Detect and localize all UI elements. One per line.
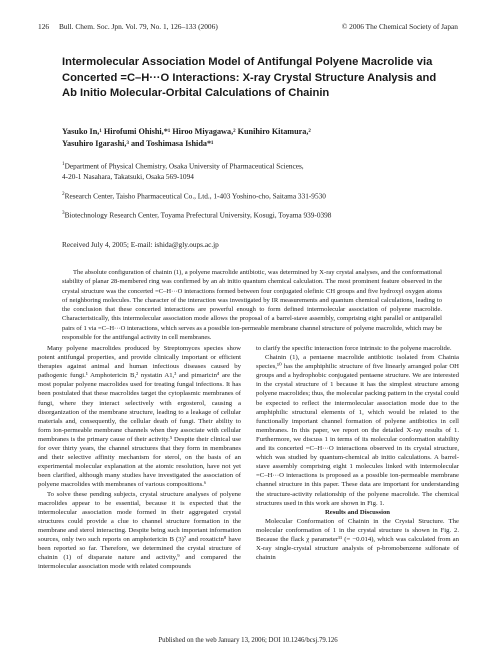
running-head-left	[38, 23, 218, 30]
body-column-left	[38, 344, 241, 571]
author-line-2: Yasuhiro Igarashi,³ and Toshimasa Ishida*¹	[62, 139, 214, 148]
body-column-right	[256, 344, 459, 562]
copyright-notice: © 2006 The Chemical Society of Japan	[341, 22, 458, 31]
section-heading: Results and Discussion	[324, 508, 391, 516]
body-paragraph: to clarify the specific interaction force intrinsic to the polyene macrolide.	[256, 345, 452, 352]
running-head	[38, 23, 458, 30]
abstract: The absolute configuration of chainin (1), a polyene macrolide antibiotic, was determined by X-ray crystal analyses, and the conformational stability of planar 28-membered ring was confirmed by an ab initio quantum chemical calculation. The most prominent feature observed in the crystal structure was the concerted =C–H···O interactions formed between four conjugated olefinic CH groups and five hydroxyl oxygen atoms of neighboring molecules. The character of the interaction was investigated by IR measurements and quantum chemical calculations, leading to the conclusion that these concerted interactions are powerful enough to form defined intermolecular association of polyene macrolide. Characteristically, this intermolecular association mode allows the proposal of a barrel-stave assembly, comprising eight parallel or antiparallel pairs of 1 via =C–H···O interactions, which serves as a possible ion-permeable membrane channel structure of polyene macrolide, which may be responsible for the antifungal activity in cell membranes.	[62, 269, 443, 341]
affiliation-3: $^3$Biotechnology Research Center, Toyama Prefectural University, Kosugi, Toyama 939-0398	[62, 210, 332, 220]
author-list	[62, 126, 442, 150]
affiliation-1: $^1$Department of Physical Chemistry, Osaka University of Pharmaceutical Sciences, 4-20-1 Nasahara, Takatsuki, Osaka 569-1094	[62, 161, 304, 181]
affiliation-2: $^2$Research Center, Taisho Pharmaceutical Co., Ltd., 1-403 Yoshino-cho, Saitama 331-9530	[62, 190, 326, 201]
received-date-email: Received July 4, 2005; E-mail: ishida@gly.oups.ac.jp	[62, 240, 219, 249]
page-number: 126	[38, 22, 50, 31]
author-line-1: Yasuko In,¹ Hirofumi Ohishi,*¹ Hiroo Miyagawa,² Kunihiro Kitamura,²	[62, 127, 311, 136]
journal-citation: Bull. Chem. Soc. Jpn. Vol. 79, No. 1, 126–133 (2006)	[58, 22, 218, 31]
affiliation-list	[62, 159, 442, 228]
publication-footer: Published on the web January 13, 2006; DOI 10.1246/bcsj.79.126	[158, 637, 338, 644]
body-paragraph: Many polyene macrolides produced by Streptomyces species show potent antifungal properties, and provide clinically important or efficient therapies against animal and human infectious diseases caused by pathogenic fungi.¹ Amphotericin B,² nystatin A1,³ and pimaricin⁴ are the most popular polyene macrolides used for treating fungal infections. It has been postulated that these macrolides target the cytoplasmic membranes of fungi, where they interact selectively with ergosterol, causing a disorganization of the membrane structure, leading to a leakage of cellular materials and, consequently, the cellular death of fungi. Their ability to form ion-permeable membrane channels when they associate with cellular membranes is the primary cause of their activity.⁵ Despite their clinical use for over thirty years, the channel structures that they form in membranes and their selective affinity mechanism for sterol, on the basis of an experimental molecular explanation at the atomic resolution, have not yet been clarified, although many studies have investigated the association of polyene macrolides with membranes of various compositions.⁶	[38, 345, 241, 489]
body-paragraph: To solve these pending subjects, crystal structure analyses of polyene macrolides appear to be essential, because it is expected that the intermolecular association mode formed in their aggregated crystal structures could provide a clue to channel structure formation in the membrane and sterol interacting. Despite being such important information sources, only two such reports on amphotericin B (3)⁷ and roxaticin⁸ have been reported so far. Therefore, we determined the crystal structure of chainin (1) of disparate nature and activity,⁹ and compared the intermolecular association mode with related compounds	[38, 490, 241, 571]
body-paragraph: Chainin (1), a pentaene macrolide antibiotic isolated from Chainia species,¹⁰ has the amphiphilic structure of five linearly arranged polar OH groups and a hydrophobic conjugated pentaene structure. We are interested in the crystal structure of 1 because it has the simplest structure among polyene macrolides; thus, the molecular packing pattern in the crystal could be expected to reflect the intermolecular association mode due to the amphiphilic structural elements of 1, which would be related to the functionally important channel formation of polyene antibiotics in cell membranes. In this paper, we report on the detailed X-ray results of 1. Furthermore, we discuss 1 in terms of its molecular conformation stability and its concerted =C–H···O interactions observed in its crystal structure, which was studied by quantum-chemical ab initio calculations. A barrel-stave assembly comprising eight 1 molecules linked with intermolecular =C–H···O interactions is proposed as a possible ion-permeable membrane channel structure in this paper. These data are important for understanding the structure-activity relationship of the polyene macrolide. The chemical structures used in this work are shown in Fig. 1.	[256, 354, 459, 507]
body-paragraph: Molecular Conformation of Chainin in the Crystal Structure. The molecular conformation of 1 in the crystal structure is shown in Fig. 2. Because the flack χ parameter¹¹ (= −0.014), which was calculated from an X-ray single-crystal structure analysis of p-bromobenzene sulfonate of chainin	[256, 517, 459, 562]
article-title: Intermolecular Association Model of Antifungal Polyene Macrolide via Concerted =C–H···O Interactions: X-ray Crystal Structure Analysis and Ab Initio Molecular-Orbital Calculations of Chainin	[62, 56, 437, 99]
